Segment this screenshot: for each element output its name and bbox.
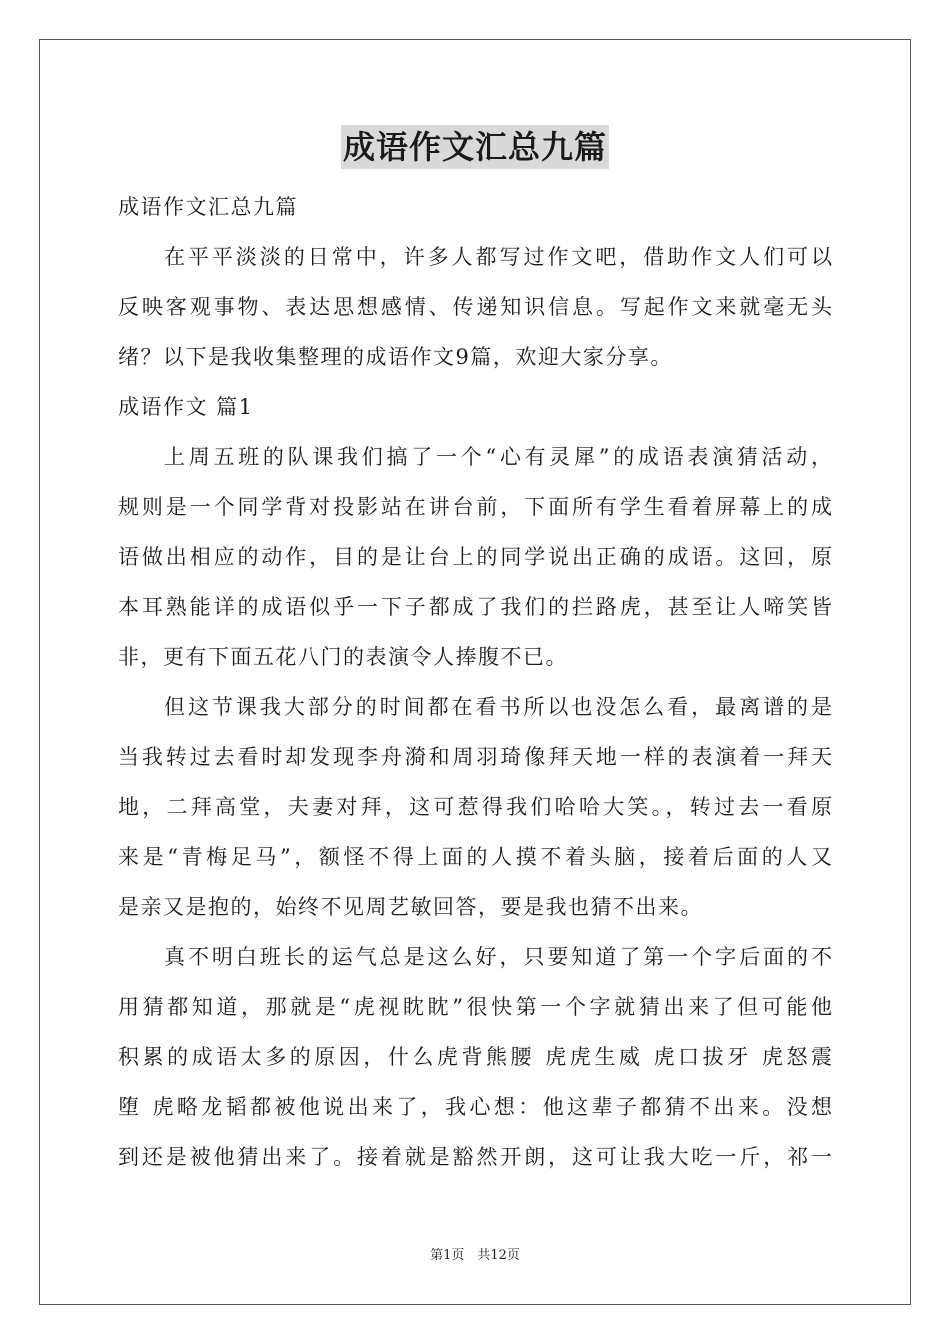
text-line: 来是“青梅足马”，额怪不得上面的人摸不着头脑，接着后面的人又	[118, 845, 832, 869]
text-line: 在平平淡淡的日常中，许多人都写过作文吧，借助作文人们可以	[164, 245, 832, 269]
text-line: 到还是被他猜出来了。接着就是豁然开朗，这可让我大吃一斤，祁一	[118, 1145, 832, 1169]
page-footer: 第1页 共12页	[430, 1248, 520, 1263]
page-title: 成语作文汇总九篇	[341, 125, 609, 169]
text-line: 上周五班的队课我们搞了一个“心有灵犀”的成语表演猜活动，	[164, 445, 832, 469]
text-line: 是亲又是抱的，始终不见周艺敏回答，要是我也猜不出来。	[118, 895, 703, 919]
text-line: 规则是一个同学背对投影站在讲台前，下面所有学生看着屏幕上的成	[118, 495, 832, 519]
text-line: 非，更有下面五花八门的表演令人捧腹不已。	[118, 645, 568, 669]
text-line: 真不明白班长的运气总是这么好，只要知道了第一个字后面的不	[164, 945, 832, 969]
text-line: 语做出相应的动作，目的是让台上的同学说出正确的成语。这回，原	[118, 545, 832, 569]
title-container	[0, 125, 950, 169]
text-line: 成语作文汇总九篇	[118, 195, 298, 219]
text-line: 绪？以下是我收集整理的成语作文9篇，欢迎大家分享。	[118, 345, 673, 369]
text-line: 堕 虎略龙韬都被他说出来了，我心想：他这辈子都猜不出来。没想	[118, 1095, 832, 1119]
text-line: 但这节课我大部分的时间都在看书所以也没怎么看，最离谱的是	[164, 695, 832, 719]
text-line: 地，二拜高堂，夫妻对拜，这可惹得我们哈哈大笑。，转过去一看原	[118, 795, 832, 819]
text-line: 当我转过去看时却发现李舟漪和周羽琦像拜天地一样的表演着一拜天	[118, 745, 832, 769]
text-line: 用猜都知道，那就是“虎视眈眈”很快第一个字就猜出来了但可能他	[118, 995, 832, 1019]
text-line: 积累的成语太多的原因，什么虎背熊腰 虎虎生威 虎口拔牙 虎怒震	[118, 1045, 832, 1069]
text-line: 反映客观事物、表达思想感情、传递知识信息。写起作文来就毫无头	[118, 295, 832, 319]
text-line: 成语作文 篇1	[118, 395, 254, 419]
document-body	[118, 182, 832, 1182]
text-line: 本耳熟能详的成语似乎一下子都成了我们的拦路虎，甚至让人啼笑皆	[118, 595, 832, 619]
